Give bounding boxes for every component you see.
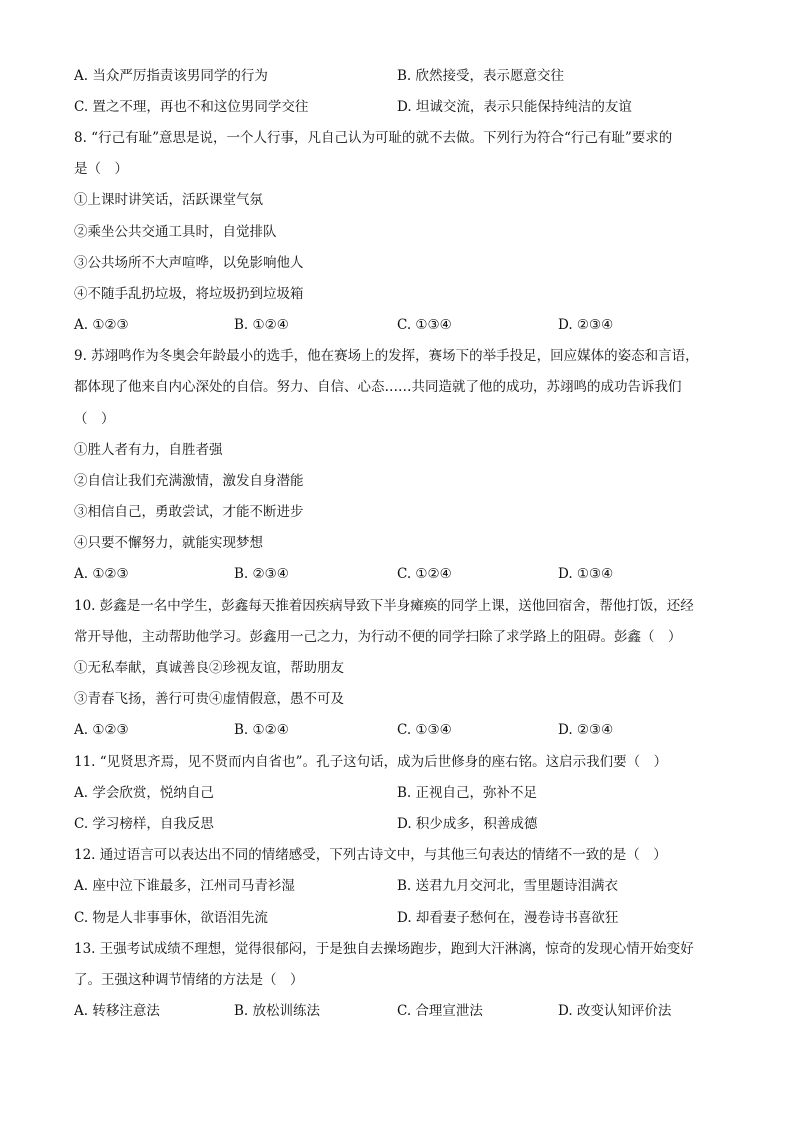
q12-option-a: A. 座中泣下谁最多，江州司马青衫湿: [74, 878, 295, 894]
q9-item-2: ②自信让我们充满激情，激发自身潜能: [74, 473, 304, 489]
q8-item-4: ④不随手乱扔垃圾，将垃圾扔到垃圾箱: [74, 286, 304, 302]
q10-item-line2: ③青春飞扬，善行可贵④虚情假意，愚不可及: [74, 691, 344, 707]
q11-option-a: A. 学会欣赏，悦纳自己: [74, 785, 214, 801]
q7-option-b: B. 欣然接受，表示愿意交往: [397, 68, 565, 84]
q8-option-d: D. ②③④: [558, 317, 614, 333]
q9-option-b: B. ②③④: [234, 566, 289, 582]
q9-stem-line2: 都体现了他来自内心深处的自信。努力、自信、心态……共同造就了他的成功，苏翊鸣的成功告诉我们: [74, 379, 682, 395]
q8-item-1: ①上课时讲笑话，活跃课堂气氛: [74, 192, 263, 208]
q7-option-a: A. 当众严厉指责该男同学的行为: [74, 68, 268, 84]
q13-option-a: A. 转移注意法: [74, 1003, 160, 1019]
q7-option-d: D. 坦诚交流，表示只能保持纯洁的友谊: [397, 99, 632, 115]
q13-option-c: C. 合理宣泄法: [397, 1003, 483, 1019]
q9-option-d: D. ①③④: [558, 566, 614, 582]
q10-option-b: B. ①②④: [234, 722, 289, 738]
q8-stem-line2: 是（ ）: [74, 161, 128, 177]
q10-option-a: A. ①②③: [74, 722, 129, 738]
q9-option-c: C. ①②④: [397, 566, 452, 582]
q8-item-2: ②乘坐公共交通工具时，自觉排队: [74, 224, 277, 240]
q9-item-3: ③相信自己，勇敢尝试，才能不断进步: [74, 504, 304, 520]
q12-stem: 12. 通过语言可以表达出不同的情绪感受，下列古诗文中，与其他三句表达的情绪不一致的是（ ）: [74, 847, 667, 863]
q8-option-c: C. ①③④: [397, 317, 452, 333]
q9-stem-line1: 9. 苏翊鸣作为冬奥会年龄最小的选手，他在赛场上的发挥，赛场下的举手投足，回应媒体的姿态和言语，: [74, 348, 699, 364]
q13-option-d: D. 改变认知评价法: [558, 1003, 672, 1019]
q8-stem-line1: 8. “行己有耻”意思是说，一个人行事，凡自己认为可耻的就不去做。下列行为符合“行己有耻”要求的: [74, 130, 673, 146]
q10-item-line1: ①无私奉献，真诚善良②珍视友谊，帮助朋友: [74, 660, 344, 676]
q12-option-c: C. 物是人非事事休，欲语泪先流: [74, 910, 268, 926]
q8-option-b: B. ①②④: [234, 317, 289, 333]
q10-stem-line1: 10. 彭鑫是一名中学生，彭鑫每天推着因疾病导致下半身瘫痪的同学上课，送他回宿舍，帮他打饭，还经: [74, 598, 694, 614]
q13-stem-line1: 13. 王强考试成绩不理想，觉得很郁闷，于是独自去操场跑步，跑到大汗淋漓，惊奇的发现心情开始变好: [74, 941, 694, 957]
q7-option-c: C. 置之不理，再也不和这位男同学交往: [74, 99, 309, 115]
q11-option-b: B. 正视自己，弥补不足: [397, 785, 538, 801]
q9-option-a: A. ①②③: [74, 566, 129, 582]
q12-option-b: B. 送君九月交河北，雪里题诗泪满衣: [397, 878, 619, 894]
q11-stem: 11. “见贤思齐焉，见不贤而内自省也”。孔子这句话，成为后世修身的座右铭。这启示我们要（ ）: [74, 754, 668, 770]
q10-option-d: D. ②③④: [558, 722, 614, 738]
q9-item-1: ①胜人者有力，自胜者强: [74, 442, 223, 458]
q8-item-3: ③公共场所不大声喧哗，以免影响他人: [74, 255, 304, 271]
q8-option-a: A. ①②③: [74, 317, 129, 333]
q9-item-4: ④只要不懈努力，就能实现梦想: [74, 535, 263, 551]
q9-stem-line3: （ ）: [74, 411, 115, 427]
q10-option-c: C. ①③④: [397, 722, 452, 738]
q12-option-d: D. 却看妻子愁何在，漫卷诗书喜欲狂: [397, 910, 619, 926]
q10-stem-line2: 常开导他，主动帮助他学习。彭鑫用一己之力，为行动不便的同学扫除了求学路上的阻碍。彭鑫（ ）: [74, 629, 682, 645]
q13-stem-line2: 了。王强这种调节情绪的方法是（ ）: [74, 972, 304, 988]
q11-option-d: D. 积少成多，积善成德: [397, 816, 538, 832]
q11-option-c: C. 学习榜样，自我反思: [74, 816, 214, 832]
q13-option-b: B. 放松训练法: [234, 1003, 321, 1019]
